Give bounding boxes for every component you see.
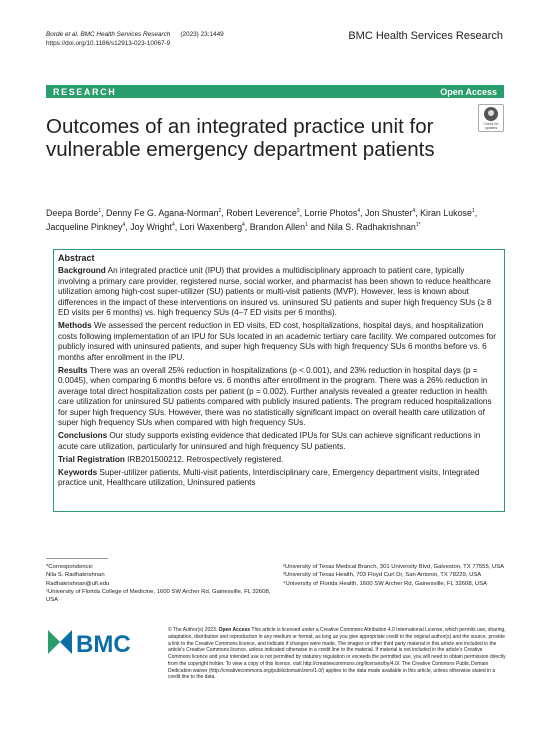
author-name: Nila S. Radhakrishnan [327,222,416,233]
check-for-updates-badge[interactable] [478,104,504,132]
logo-right-chevron-icon [60,630,72,654]
footnote-divider [46,558,108,559]
affiliation-3: ³University of Texas Health, 703 Floyd Curl Dr, San Antonio, TX 78229, USA [283,572,482,579]
correspondence-footnote: *Correspondence: Nila S. Radhakrishnan Radhakrishnan@ufl.edu ¹University of Florida College of Medicine, 1600 SW Archer Rd, Gainesville, FL 32608, USA [46,563,276,604]
bmc-logo [46,627,136,657]
doi-link[interactable]: https://doi.org/10.1186/s12913-023-10067-9 [46,40,171,47]
corresponding-email[interactable]: Radhakrishnan@ufl.edu [46,580,110,587]
running-header [46,30,224,48]
author-affiliation-marker: 1 [305,222,308,229]
journal-name: BMC Health Services Research [348,30,503,42]
author-affiliation-marker: 4 [171,222,175,229]
abstract-conclusions: Conclusions Our study supports existing evidence that dedicated IPUs for SUs can achieve significant reductions in acute care utilization, particularly for uninsured and high frequency SU patients. [58,431,481,451]
author-affiliation-marker: 4 [357,208,361,214]
article-type-label: RESEARCH [53,86,117,97]
author-affiliation-marker: 4 [412,208,416,214]
citation-text: Borde et al. BMC Health Services Research [46,31,171,38]
author-affiliation-marker: 1* [415,222,421,229]
author-name: Joy Wright [130,222,172,233]
affiliation-2: ²University of Texas Medical Branch, 301 University Blvd, Galveston, TX 77555, USA [283,564,505,570]
author-name: Brandon Allen [249,222,305,233]
author-affiliation-marker: 4 [242,222,245,229]
author-name: Jon Shuster [365,207,413,218]
article-type-banner [46,85,504,98]
year-ref: (2023) 23:1449 [180,31,224,38]
affiliation-4: ⁴University of Florida Health, 1600 SW Archer Rd, Gainesville, FL 32608, USA [283,580,487,587]
author-affiliation-marker: 1 [471,208,475,214]
author-name: Deepa Borde [46,207,99,218]
author-name: Kiran Lukose [420,207,472,218]
author-affiliation-marker: 1 [98,208,102,214]
author-name: Lorrie Photos [304,207,358,218]
badge-text: Check for updates [483,122,499,130]
abstract-background: Background An integrated practice unit (IPU) that provides a multidisciplinary approach to patient care, typically involving a primary care provider, registered nurse, social worker, and pharmacist has been shown to reduce healthcare utilization among high-cost super-utilizer (SU) patients or multi-visit patients (MVP). However, less is known about differences in the impact of these interventions on insured vs. uninsured SU patients and super high frequency SUs (≥ 8 ED visits per 6 months) vs. high frequency SUs (4–7 ED visits per 6 months). [58,266,492,317]
affiliation-1: ¹University of Florida College of Medicine, 1600 SW Archer Rd, Gainesville, FL 32608, USA [46,588,271,604]
update-icon [484,107,498,121]
affiliations-footnote [283,563,508,588]
author-name: Jacqueline Pinkney [46,222,123,233]
abstract-keywords: Keywords Super-utilizer patients, Multi-visit patients, Interdisciplinary care, Emergency department visits, Integrated practice unit, Healthcare utilization, Uninsured patients [58,467,480,487]
author-name: Denny Fe G. Agana-Norman [106,207,219,218]
author-affiliation-marker: 2 [218,208,222,214]
open-access-label: Open Access [440,86,497,97]
abstract-trial-registration: Trial Registration IRB201500212. Retrospectively registered. [58,454,284,464]
license-text: © The Author(s) 2023. Open Access This article is licensed under a Creative Commons Attribution 4.0 International License, which permits use, sharing, adaptation, distribution and reproduction in any medium or format, as long as you give appropriate credit to the original author(s) and the source, provide a link to the Creative Commons licence, and indicate if changes were made. The images or other third party material in this article are included in the article's Creative Commons licence, unless indicated otherwise in a credit line to the material. If material is not included in the article's Creative Commons licence and your intended use is not permitted by statutory regulation or exceeds the permitted use, you will need to obtain permission directly from the copyright holder. To view a copy of this licence, visit http://creativecommons.org/licenses/by/4.0/. The Creative Commons Public Domain Dedication waiver (http://creativecommons.org/publicdomain/zero/1.0/) applies to the data made available in this article, unless otherwise stated in a credit line to the data. [168,627,506,681]
author-affiliation-marker: 4 [122,222,126,229]
article-title: Outcomes of an integrated practice unit for vulnerable emergency department patients [46,115,435,161]
abstract-results: Results There was an overall 25% reduction in hospitalizations (p < 0.001), and 23% reduction in hospital days (p = 0.0045), when comparing 6 months before vs. 6 months after enrollment in the program. There was a 26% reduction in average total direct hospitalization costs per patient (p = 0.002). Further analysis revealed a greater reduction in health care utilization for uninsured SU patients compared with publicly insured patients. The program reduced hospitalizations for super high frequency SUs. However, there was no statistically significant impact on overall health care utilization of super high frequency SUs when compared with high frequency SUs. [58,365,492,427]
abstract-methods: Methods We assessed the percent reduction in ED visits, ED cost, hospitalizations, hospital days, and hospitalization costs following implementation of an IPU for SUs located in an academic tertiary care facility. We compared outcomes for publicly insured with uninsured patients, and super high frequency SUs with high frequency SUs 6 months before vs. 6 months after enrollment in the IPU. [58,321,496,362]
logo-left-chevron-icon [48,630,60,654]
author-name: Robert Leverence [226,207,297,218]
author-list: Deepa Borde$^1$, Denny Fe G. Agana-Norman$^2$, Robert Leverence$^3$, Lorrie Photos$^4$, Jon Shuster$^4$, Kiran Lukose$^1$, Jacqueline Pinkney$^4$, Joy Wright$^4$, Lori Waxenberg$^4$, Brandon Allen$^1$ and Nila S. Radhakrishnan$^{1*}$ [46,207,478,233]
author-affiliation-marker: 3 [296,208,300,214]
author-name: Lori Waxenberg [179,222,243,233]
logo-text: BMC [76,631,131,657]
abstract-heading: Abstract [58,253,95,263]
corresponding-author: Nila S. Radhakrishnan [46,572,105,579]
abstract-box [53,249,505,512]
